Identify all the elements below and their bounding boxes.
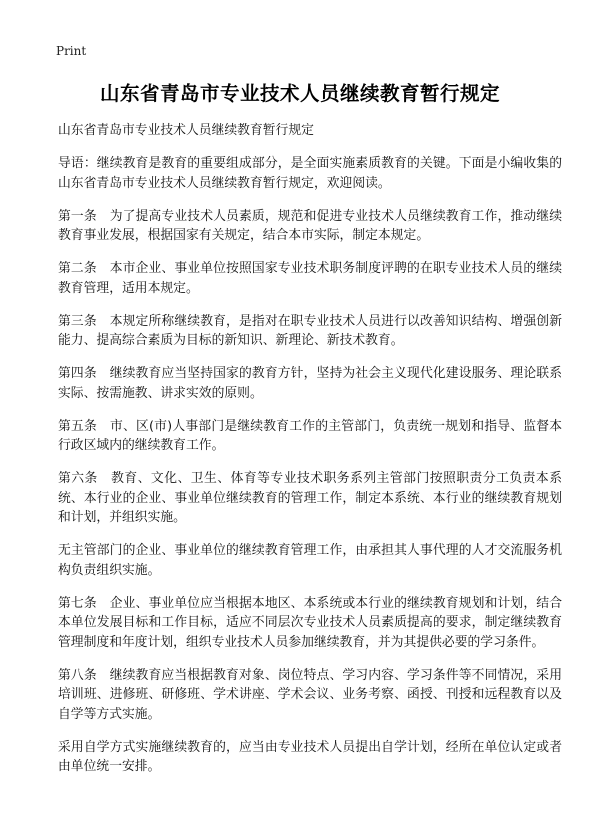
paragraph-intro: 导语：继续教育是教育的重要组成部分，是全面实施素质教育的关键。下面是小编收集的山东省青岛市专业技术人员继续教育暂行规定，欢迎阅读。 bbox=[58, 156, 562, 191]
paragraph-article-6: 第六条 教育、文化、卫生、体育等专业技术职务系列主管部门按照职责分工负责本系统、本行业的企业、事业单位继续教育的管理工作，制定本系统、本行业的继续教育规划和计划，并组织实施。 bbox=[58, 471, 562, 525]
article-subtitle: 山东省青岛市专业技术人员继续教育暂行规定 bbox=[58, 123, 314, 138]
paragraph-article-4: 第四条 继续教育应当坚持国家的教育方针，坚持为社会主义现代化建设服务、理论联系实际、按需施教、讲求实效的原则。 bbox=[58, 366, 562, 401]
print-link[interactable]: Print bbox=[56, 44, 87, 58]
paragraph-article-1: 第一条 为了提高专业技术人员素质，规范和促进专业技术人员继续教育工作，推动继续教育事业发展，根据国家有关规定，结合本市实际，制定本规定。 bbox=[58, 208, 562, 243]
document-title: 山东省青岛市专业技术人员继续教育暂行规定 bbox=[99, 82, 500, 105]
paragraph-article-2: 第二条 本市企业、事业单位按照国家专业技术职务制度评聘的在职专业技术人员的继续教育管理，适用本规定。 bbox=[58, 261, 562, 296]
article-body bbox=[58, 121, 562, 790]
paragraph-article-6-supplement: 无主管部门的企业、事业单位的继续教育管理工作，由承担其人事代理的人才交流服务机构负责组织实施。 bbox=[58, 543, 562, 578]
paragraph-article-7: 第七条 企业、事业单位应当根据本地区、本系统或本行业的继续教育规划和计划，结合本单位发展目标和工作目标，适应不同层次专业技术人员素质提高的要求，制定继续教育管理制度和年度计划，组织专业技术人员参加继续教育，并为其提供必要的学习条件。 bbox=[58, 595, 562, 650]
paragraph-article-5: 第五条 市、区(市)人事部门是继续教育工作的主管部门，负责统一规划和指导、监督本行政区域内的继续教育工作。 bbox=[58, 418, 562, 453]
paragraph-article-8: 第八条 继续教育应当根据教育对象、岗位特点、学习内容、学习条件等不同情况，采用培训班、进修班、研修班、学术讲座、学术会议、业务考察、函授、刊授和远程教育以及自学等方式实施。 bbox=[58, 667, 562, 722]
paragraph-article-8-supplement: 采用自学方式实施继续教育的，应当由专业技术人员提出自学计划，经所在单位认定或者由单位统一安排。 bbox=[58, 739, 562, 774]
paragraph-article-3: 第三条 本规定所称继续教育，是指对在职专业技术人员进行以改善知识结构、增强创新能力、提高综合素质为目标的新知识、新理论、新技术教育。 bbox=[58, 313, 562, 348]
